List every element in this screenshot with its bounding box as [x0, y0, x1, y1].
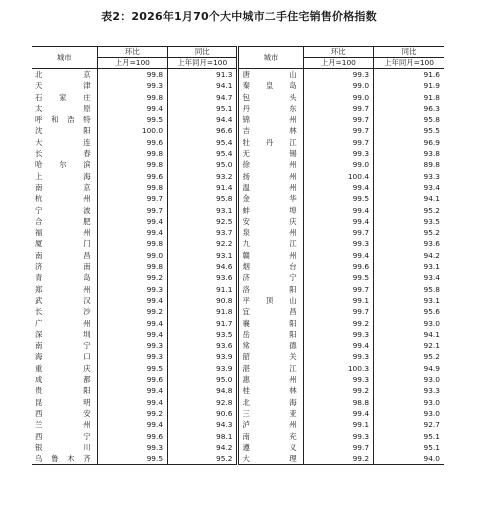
yoy-index-cell: 94.1 [168, 80, 238, 91]
city-name-cell: 桂 林 [238, 385, 303, 396]
mom-index-cell: 99.8 [97, 182, 167, 193]
yoy-index-cell: 95.4 [168, 148, 238, 159]
city-name-cell: 深 圳 [35, 329, 91, 339]
mom-index-cell: 99.4 [97, 318, 167, 329]
table-body [32, 69, 444, 465]
city-name-cell: 岳 阳 [238, 329, 303, 340]
mom-index-cell: 99.7 [303, 306, 373, 317]
yoy-index-cell: 95.1 [374, 442, 444, 453]
city-name-cell: 兰 州 [35, 420, 91, 430]
city-name-cell: 南 充 [238, 431, 303, 442]
mom-index-cell: 99.3 [303, 329, 373, 340]
mom-index-cell: 99.2 [97, 408, 167, 419]
yoy-index-cell: 98.1 [168, 431, 238, 442]
table-row [32, 103, 444, 114]
city-name-cell: 武 汉 [35, 295, 91, 305]
city-name-cell: 唐 山 [238, 69, 303, 81]
yoy-index-cell: 95.8 [374, 284, 444, 295]
mom-index-cell: 99.6 [97, 171, 167, 182]
table-row [32, 272, 444, 283]
mom-index-cell: 99.8 [97, 69, 167, 81]
city-name-cell: 韶 关 [238, 351, 303, 362]
mom-index-cell: 99.4 [303, 250, 373, 261]
mom-index-cell: 99.0 [303, 159, 373, 170]
yoy-index-cell: 93.9 [168, 363, 238, 374]
yoy-index-cell: 95.2 [374, 205, 444, 216]
city-name-cell: 遵 义 [238, 442, 303, 453]
city-name-cell: 九 江 [238, 238, 303, 249]
mom-index-cell: 99.7 [303, 103, 373, 114]
mom-index-cell: 99.7 [303, 227, 373, 238]
mom-index-cell: 99.4 [97, 397, 167, 408]
yoy-index-cell: 96.6 [168, 125, 238, 136]
yoy-index-cell: 95.1 [374, 431, 444, 442]
city-name-cell: 无 锡 [238, 148, 303, 159]
yoy-index-cell: 91.3 [168, 69, 238, 81]
city-name-cell: 洛 阳 [238, 284, 303, 295]
yoy-index-cell: 94.8 [168, 385, 238, 396]
column-subheader-mom-left: 上月=100 [97, 58, 167, 69]
city-name-cell: 北 海 [238, 397, 303, 408]
yoy-index-cell: 92.5 [168, 216, 238, 227]
mom-index-cell: 99.0 [97, 250, 167, 261]
yoy-index-cell: 95.8 [374, 114, 444, 125]
table-row [32, 250, 444, 261]
mom-index-cell: 99.3 [303, 238, 373, 249]
city-name-cell: 乌鲁木齐 [32, 453, 97, 465]
city-name-cell: 广 州 [35, 318, 91, 328]
table-row [32, 148, 444, 159]
city-name-cell: 西 宁 [35, 431, 91, 441]
yoy-index-cell: 93.1 [168, 205, 238, 216]
yoy-index-cell: 93.0 [374, 408, 444, 419]
table-row [32, 92, 444, 103]
city-name-cell: 大 理 [238, 453, 303, 465]
mom-index-cell: 99.8 [97, 159, 167, 170]
city-name-cell: 石家庄 [35, 92, 91, 102]
table-row [32, 397, 444, 408]
mom-index-cell: 99.2 [97, 272, 167, 283]
yoy-index-cell: 93.4 [374, 182, 444, 193]
yoy-index-cell: 93.1 [374, 261, 444, 272]
city-name-cell: 泸 州 [238, 419, 303, 430]
city-name-cell: 长 春 [35, 149, 91, 159]
mom-index-cell: 99.2 [303, 453, 373, 465]
city-name-cell: 常 德 [238, 340, 303, 351]
city-name-cell: 平顶山 [238, 295, 303, 306]
city-name-cell: 青 岛 [35, 273, 91, 283]
city-name-cell: 襄 阳 [238, 318, 303, 329]
yoy-index-cell: 92.8 [168, 397, 238, 408]
yoy-index-cell: 94.1 [374, 193, 444, 204]
mom-index-cell: 99.6 [303, 261, 373, 272]
table-row [32, 261, 444, 272]
table-row [32, 137, 444, 148]
table-row [32, 329, 444, 340]
table-row [32, 374, 444, 385]
yoy-index-cell: 94.9 [374, 363, 444, 374]
city-name-cell: 成 都 [35, 375, 91, 385]
city-name-cell: 重 庆 [35, 363, 91, 373]
yoy-index-cell: 93.3 [374, 171, 444, 182]
column-header-city-right: 城市 [238, 47, 303, 69]
table-row [32, 453, 444, 465]
yoy-index-cell: 95.5 [374, 125, 444, 136]
yoy-index-cell: 93.5 [374, 216, 444, 227]
table-row [32, 340, 444, 351]
yoy-index-cell: 93.2 [168, 171, 238, 182]
yoy-index-cell: 94.2 [168, 442, 238, 453]
mom-index-cell: 99.4 [97, 329, 167, 340]
city-name-cell: 徐 州 [238, 159, 303, 170]
yoy-index-cell: 91.8 [374, 92, 444, 103]
city-name-cell: 济 宁 [238, 272, 303, 283]
mom-index-cell: 100.3 [303, 363, 373, 374]
table-row [32, 69, 444, 81]
yoy-index-cell: 93.0 [374, 318, 444, 329]
mom-index-cell: 99.7 [97, 205, 167, 216]
mom-index-cell: 100.4 [303, 171, 373, 182]
mom-index-cell: 99.7 [303, 137, 373, 148]
mom-index-cell: 99.7 [97, 193, 167, 204]
yoy-index-cell: 95.2 [374, 351, 444, 362]
city-name-cell: 烟 台 [238, 261, 303, 272]
mom-index-cell: 99.8 [97, 238, 167, 249]
table-row [32, 80, 444, 91]
column-header-mom-left: 环比 [97, 47, 167, 58]
mom-index-cell: 99.5 [97, 453, 167, 465]
yoy-index-cell: 94.0 [374, 453, 444, 465]
table-row [32, 159, 444, 170]
table-row [32, 284, 444, 295]
city-name-cell: 金 华 [238, 193, 303, 204]
city-name-cell: 包 头 [238, 92, 303, 103]
mom-index-cell: 99.1 [303, 295, 373, 306]
yoy-index-cell: 93.6 [168, 272, 238, 283]
mom-index-cell: 99.8 [97, 261, 167, 272]
yoy-index-cell: 94.6 [168, 261, 238, 272]
city-name-cell: 丹 东 [238, 103, 303, 114]
table-row [32, 238, 444, 249]
city-name-cell: 福 州 [35, 228, 91, 238]
yoy-index-cell: 90.6 [168, 408, 238, 419]
table-row [32, 408, 444, 419]
mom-index-cell: 99.2 [303, 318, 373, 329]
city-name-cell: 南 昌 [35, 250, 91, 260]
mom-index-cell: 99.3 [97, 442, 167, 453]
city-name-cell: 天 津 [35, 81, 91, 91]
mom-index-cell: 99.6 [97, 374, 167, 385]
yoy-index-cell: 93.4 [374, 272, 444, 283]
city-name-cell: 厦 门 [35, 239, 91, 249]
table-row [32, 419, 444, 430]
yoy-index-cell: 93.3 [374, 385, 444, 396]
yoy-index-cell: 93.5 [168, 329, 238, 340]
city-name-cell: 大 连 [35, 137, 91, 147]
table-row [32, 216, 444, 227]
yoy-index-cell: 95.2 [374, 227, 444, 238]
city-name-cell: 南 宁 [35, 341, 91, 351]
mom-index-cell: 100.0 [97, 125, 167, 136]
column-header-yoy-right: 同比 [374, 47, 444, 58]
mom-index-cell: 99.4 [97, 216, 167, 227]
mom-index-cell: 99.4 [97, 103, 167, 114]
mom-index-cell: 98.8 [303, 397, 373, 408]
city-name-cell: 合 肥 [35, 216, 91, 226]
yoy-index-cell: 92.2 [168, 238, 238, 249]
column-header-yoy-left: 同比 [168, 47, 238, 58]
mom-index-cell: 99.7 [303, 284, 373, 295]
yoy-index-cell: 93.7 [168, 227, 238, 238]
column-header-city-left: 城市 [32, 47, 97, 69]
mom-index-cell: 99.4 [303, 205, 373, 216]
city-name-cell: 上 海 [35, 171, 91, 181]
mom-index-cell: 99.4 [303, 182, 373, 193]
city-name-cell: 秦皇岛 [238, 80, 303, 91]
city-name-cell: 赣 州 [238, 250, 303, 261]
yoy-index-cell: 93.6 [168, 340, 238, 351]
table-row [32, 171, 444, 182]
column-subheader-mom-right: 上月=100 [303, 58, 373, 69]
city-name-cell: 温 州 [238, 182, 303, 193]
table-row [32, 205, 444, 216]
yoy-index-cell: 91.9 [374, 80, 444, 91]
table-row [32, 442, 444, 453]
mom-index-cell: 99.4 [303, 408, 373, 419]
yoy-index-cell: 91.6 [374, 69, 444, 81]
mom-index-cell: 99.4 [97, 385, 167, 396]
yoy-index-cell: 91.4 [168, 182, 238, 193]
city-name-cell: 银 川 [35, 442, 91, 452]
city-name-cell: 昆 明 [35, 397, 91, 407]
city-name-cell: 蚌 埠 [238, 205, 303, 216]
mom-index-cell: 99.2 [303, 385, 373, 396]
yoy-index-cell: 91.8 [168, 306, 238, 317]
yoy-index-cell: 95.8 [168, 193, 238, 204]
price-index-table [32, 46, 444, 465]
yoy-index-cell: 94.1 [374, 329, 444, 340]
yoy-index-cell: 91.7 [168, 318, 238, 329]
mom-index-cell: 99.7 [303, 125, 373, 136]
yoy-index-cell: 93.1 [168, 250, 238, 261]
yoy-index-cell: 95.0 [168, 159, 238, 170]
city-name-cell: 沈 阳 [35, 126, 91, 136]
table-row [32, 363, 444, 374]
yoy-index-cell: 96.9 [374, 137, 444, 148]
mom-index-cell: 99.6 [97, 137, 167, 148]
yoy-index-cell: 94.2 [374, 250, 444, 261]
city-name-cell: 锦 州 [238, 114, 303, 125]
table-title: 表2：2026年1月70个大中城市二手住宅销售价格指数 [101, 10, 377, 23]
city-name-cell: 三 亚 [238, 408, 303, 419]
mom-index-cell: 99.5 [303, 272, 373, 283]
mom-index-cell: 99.5 [97, 114, 167, 125]
city-name-cell: 安 庆 [238, 216, 303, 227]
city-name-cell: 郑 州 [35, 284, 91, 294]
mom-index-cell: 99.3 [303, 374, 373, 385]
mom-index-cell: 99.3 [303, 351, 373, 362]
yoy-index-cell: 91.1 [168, 284, 238, 295]
mom-index-cell: 99.5 [303, 193, 373, 204]
table-row [32, 182, 444, 193]
yoy-index-cell: 93.0 [374, 397, 444, 408]
city-name-cell: 扬 州 [238, 171, 303, 182]
mom-index-cell: 99.8 [97, 92, 167, 103]
yoy-index-cell: 95.2 [168, 453, 238, 465]
yoy-index-cell: 95.6 [374, 306, 444, 317]
city-name-cell: 北 京 [35, 70, 91, 79]
table-row [32, 306, 444, 317]
city-name-cell: 泉 州 [238, 227, 303, 238]
yoy-index-cell: 93.1 [374, 295, 444, 306]
city-name-cell: 海 口 [35, 352, 91, 362]
city-name-cell: 杭 州 [35, 194, 91, 204]
mom-index-cell: 99.3 [97, 80, 167, 91]
city-name-cell: 哈尔滨 [35, 160, 91, 170]
mom-index-cell: 99.3 [303, 431, 373, 442]
table-row [32, 431, 444, 442]
yoy-index-cell: 95.4 [168, 137, 238, 148]
mom-index-cell: 99.0 [303, 92, 373, 103]
yoy-index-cell: 92.1 [374, 340, 444, 351]
mom-index-cell: 99.0 [303, 80, 373, 91]
yoy-index-cell: 95.0 [168, 374, 238, 385]
table-row [32, 351, 444, 362]
mom-index-cell: 99.3 [97, 351, 167, 362]
mom-index-cell: 99.8 [97, 148, 167, 159]
table-row [32, 193, 444, 204]
yoy-index-cell: 96.3 [374, 103, 444, 114]
yoy-index-cell: 93.0 [374, 374, 444, 385]
mom-index-cell: 99.3 [97, 340, 167, 351]
yoy-index-cell: 93.9 [168, 351, 238, 362]
mom-index-cell: 99.7 [303, 114, 373, 125]
mom-index-cell: 99.1 [303, 419, 373, 430]
yoy-index-cell: 93.6 [374, 238, 444, 249]
city-name-cell: 宜 昌 [238, 306, 303, 317]
mom-index-cell: 99.7 [303, 442, 373, 453]
mom-index-cell: 99.6 [97, 431, 167, 442]
mom-index-cell: 99.3 [97, 284, 167, 295]
table-row [32, 227, 444, 238]
city-name-cell: 吉 林 [238, 125, 303, 136]
table-row [32, 114, 444, 125]
mom-index-cell: 99.2 [97, 306, 167, 317]
city-name-cell: 贵 阳 [35, 386, 91, 396]
city-name-cell: 济 南 [35, 262, 91, 272]
mom-index-cell: 99.4 [97, 227, 167, 238]
column-header-mom-right: 环比 [303, 47, 373, 58]
yoy-index-cell: 94.3 [168, 419, 238, 430]
yoy-index-cell: 93.8 [374, 148, 444, 159]
city-name-cell: 长 沙 [35, 307, 91, 317]
table-row [32, 385, 444, 396]
mom-index-cell: 99.4 [303, 340, 373, 351]
mom-index-cell: 99.3 [303, 69, 373, 81]
yoy-index-cell: 94.7 [168, 92, 238, 103]
yoy-index-cell: 95.1 [168, 103, 238, 114]
city-name-cell: 宁 波 [35, 205, 91, 215]
yoy-index-cell: 94.4 [168, 114, 238, 125]
city-name-cell: 湛 江 [238, 363, 303, 374]
table-row [32, 318, 444, 329]
yoy-index-cell: 92.7 [374, 419, 444, 430]
mom-index-cell: 99.4 [97, 419, 167, 430]
city-name-cell: 牡丹江 [238, 137, 303, 148]
city-name-cell: 西 安 [35, 408, 91, 418]
mom-index-cell: 99.4 [303, 216, 373, 227]
column-subheader-yoy-left: 上年同月=100 [168, 58, 238, 69]
city-name-cell: 呼和浩特 [35, 115, 91, 125]
city-name-cell: 惠 州 [238, 374, 303, 385]
yoy-index-cell: 89.8 [374, 159, 444, 170]
table-row [32, 125, 444, 136]
mom-index-cell: 99.3 [303, 148, 373, 159]
city-name-cell: 南 京 [35, 182, 91, 192]
table-row [32, 295, 444, 306]
city-name-cell: 太 原 [35, 103, 91, 113]
yoy-index-cell: 90.8 [168, 295, 238, 306]
mom-index-cell: 99.5 [97, 363, 167, 374]
mom-index-cell: 99.4 [97, 295, 167, 306]
column-subheader-yoy-right: 上年同月=100 [374, 58, 444, 69]
